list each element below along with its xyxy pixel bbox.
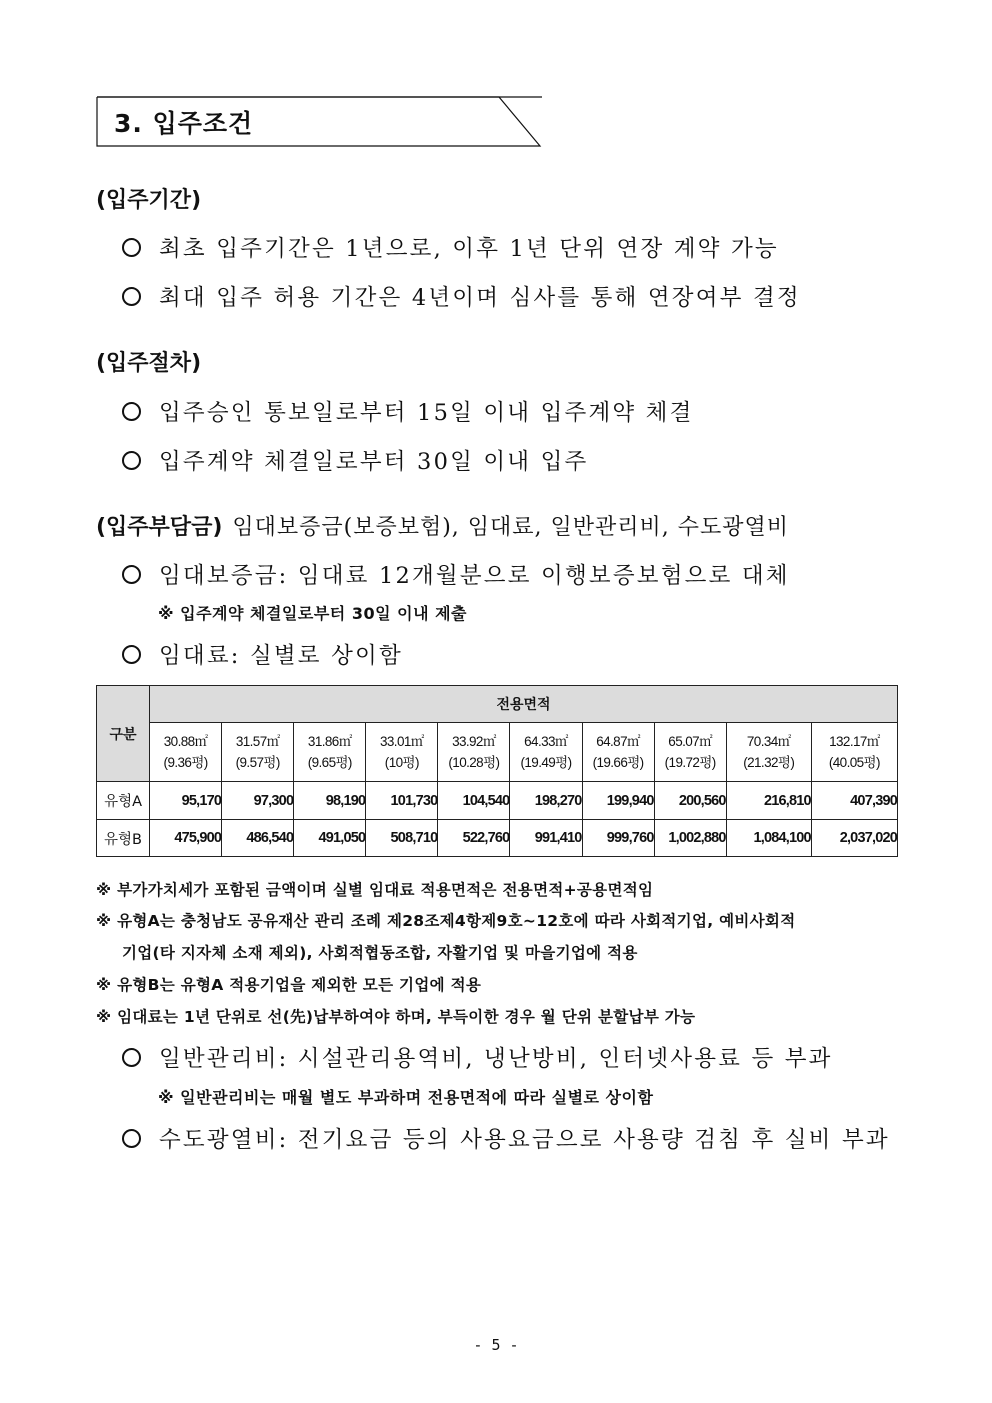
bullet-text: 최대 입주 허용 기간은 4년이며 심사를 통해 연장여부 결정 [159, 285, 801, 311]
note-2-continued: 기업(타 지자체 소재 제외), 사회적협동조합, 자활기업 및 마을기업에 적용 [122, 944, 638, 962]
procedure-bullet-1 [122, 395, 694, 427]
area-cell: 64.87㎡ (19.66평) [582, 723, 654, 782]
table-cell: 98,190 [294, 782, 366, 820]
charges-heading [96, 510, 789, 541]
area-cell: 65.07㎡ (19.72평) [654, 723, 726, 782]
note-4: ※ 임대료는 1년 단위로 선(先)납부하여야 하며, 부득이한 경우 월 단위 분할납부 가능 [96, 1008, 696, 1026]
area-cell: 31.57㎡ (9.57평) [222, 723, 294, 782]
deposit-bullet [122, 558, 790, 590]
period-heading: (입주기간) [96, 188, 202, 213]
table-cell: 1,002,880 [654, 820, 726, 857]
page-number: - 5 - [473, 1336, 519, 1354]
table-cell: 475,900 [150, 820, 222, 857]
col-header: 구분 [97, 686, 150, 782]
area-cell: 70.34㎡ (21.32평) [726, 723, 811, 782]
table-cell: 216,810 [726, 782, 811, 820]
bullet-text: 임대료: 실별로 상이함 [159, 643, 403, 669]
table-cell: 198,270 [510, 782, 582, 820]
area-cell: 64.33㎡ (19.49평) [510, 723, 582, 782]
bullet-text: 입주승인 통보일로부터 15일 이내 입주계약 체결 [159, 400, 694, 426]
charges-heading-label: (입주부담금) [96, 515, 223, 540]
table-cell: 407,390 [811, 782, 897, 820]
table-cell: 999,760 [582, 820, 654, 857]
management-note: ※ 일반관리비는 매월 별도 부과하며 전용면적에 따라 실별로 상이함 [158, 1088, 654, 1107]
area-cell: 33.01㎡ (10평) [366, 723, 438, 782]
note-2: ※ 유형A는 충청남도 공유재산 관리 조례 제28조제4항제9호~12호에 따라 사회적기업, 예비사회적 [96, 912, 796, 930]
circle-bullet-icon [122, 1129, 141, 1148]
circle-bullet-icon [122, 287, 141, 306]
section-title-box [96, 96, 540, 146]
rent-bullet [122, 638, 403, 670]
table-cell: 491,050 [294, 820, 366, 857]
deposit-note: ※ 입주계약 체결일로부터 30일 이내 제출 [158, 604, 468, 623]
area-row [97, 723, 898, 782]
rent-table [96, 685, 898, 857]
note-3: ※ 유형B는 유형A 적용기업을 제외한 모든 기업에 적용 [96, 976, 482, 994]
section-title: 3. 입주조건 [114, 109, 254, 138]
table-cell: 2,037,020 [811, 820, 897, 857]
table-cell: 104,540 [438, 782, 510, 820]
row-label: 유형A [97, 782, 150, 820]
row-label: 유형B [97, 820, 150, 857]
area-cell: 33.92㎡ (10.28평) [438, 723, 510, 782]
area-cell: 132.17㎡ (40.05평) [811, 723, 897, 782]
table-row [97, 782, 898, 820]
circle-bullet-icon [122, 451, 141, 470]
bullet-text: 입주계약 체결일로부터 30일 이내 입주 [159, 449, 589, 475]
table-cell: 1,084,100 [726, 820, 811, 857]
table-cell: 486,540 [222, 820, 294, 857]
bullet-text: 임대보증금: 임대료 12개월분으로 이행보증보험으로 대체 [159, 563, 790, 589]
circle-bullet-icon [122, 402, 141, 421]
circle-bullet-icon [122, 645, 141, 664]
table-cell: 991,410 [510, 820, 582, 857]
circle-bullet-icon [122, 238, 141, 257]
table-cell: 95,170 [150, 782, 222, 820]
area-cell: 30.88㎡ (9.36평) [150, 723, 222, 782]
circle-bullet-icon [122, 565, 141, 584]
table-cell: 199,940 [582, 782, 654, 820]
bullet-text: 최초 입주기간은 1년으로, 이후 1년 단위 연장 계약 가능 [159, 236, 779, 262]
table-cell: 522,760 [438, 820, 510, 857]
table-cell: 508,710 [366, 820, 438, 857]
group-header: 전용면적 [150, 686, 898, 723]
charges-heading-rest: 임대보증금(보증보험), 임대료, 일반관리비, 수도광열비 [232, 515, 790, 540]
period-bullet-1 [122, 231, 779, 263]
table-cell: 200,560 [654, 782, 726, 820]
period-bullet-2 [122, 280, 801, 312]
note-1: ※ 부가가치세가 포함된 금액이며 실별 임대료 적용면적은 전용면적+공용면적임 [96, 881, 654, 899]
bullet-text: 일반관리비: 시설관리용역비, 냉난방비, 인터넷사용료 등 부과 [159, 1046, 833, 1072]
management-bullet [122, 1041, 833, 1073]
procedure-heading: (입주절차) [96, 351, 202, 376]
table-row [97, 820, 898, 857]
utilities-bullet [122, 1122, 890, 1154]
area-cell: 31.86㎡ (9.65평) [294, 723, 366, 782]
circle-bullet-icon [122, 1048, 141, 1067]
bullet-text: 수도광열비: 전기요금 등의 사용요금으로 사용량 검침 후 실비 부과 [159, 1127, 890, 1153]
table-cell: 101,730 [366, 782, 438, 820]
procedure-bullet-2 [122, 444, 588, 476]
table-cell: 97,300 [222, 782, 294, 820]
